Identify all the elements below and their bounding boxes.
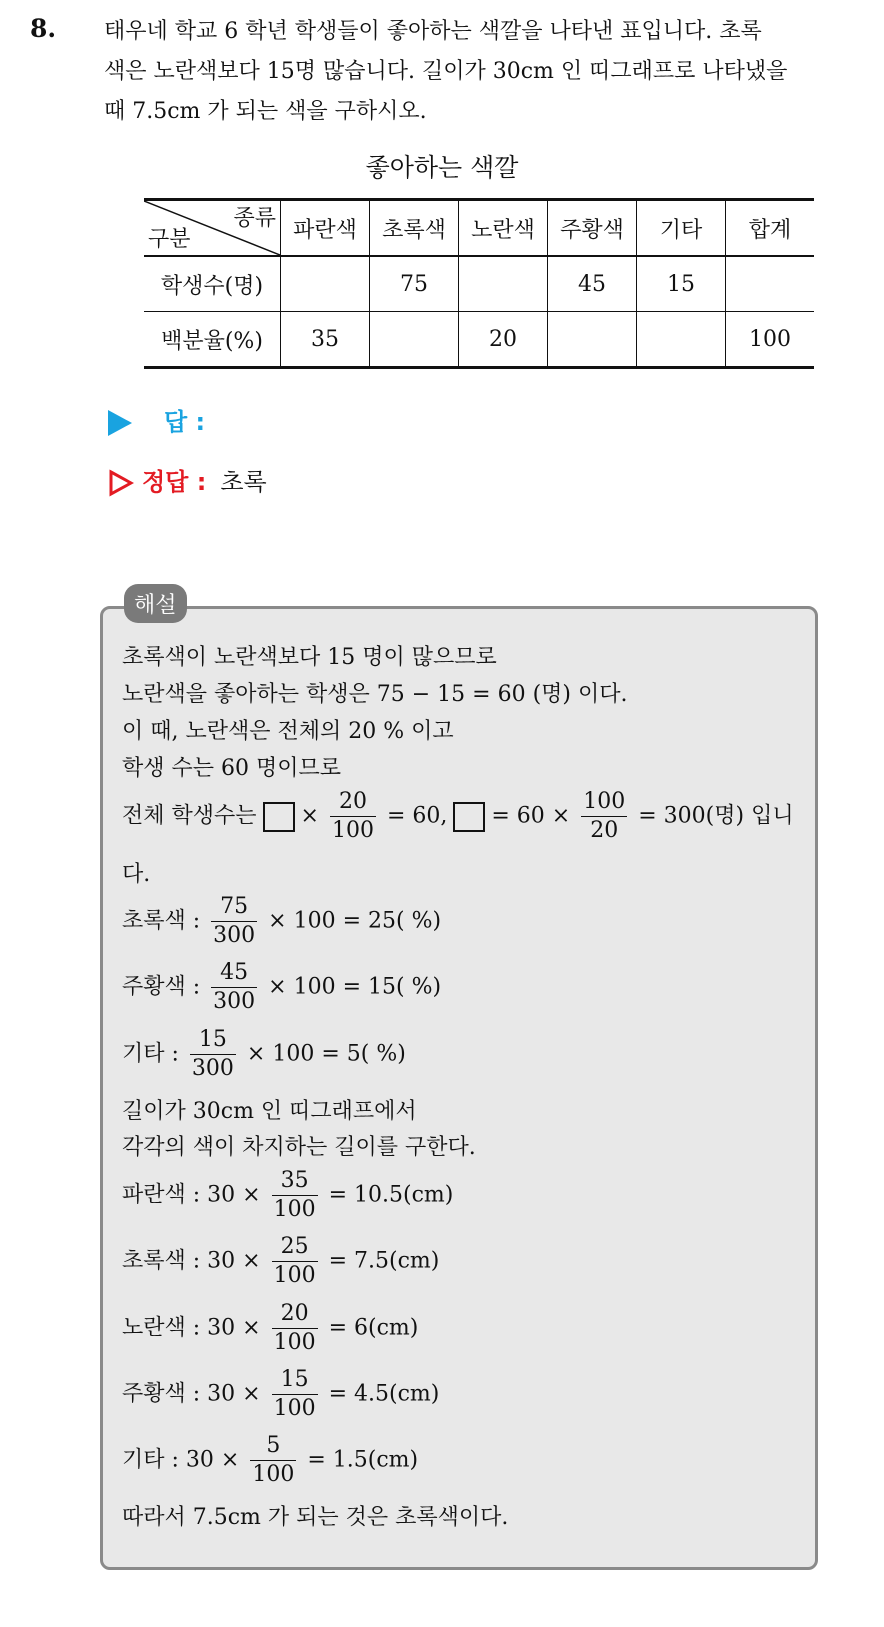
numerator: 25 <box>272 1233 318 1262</box>
numerator: 45 <box>211 959 257 988</box>
explanation-line: 초록색이 노란색보다 15 명이 많으므로 <box>122 645 497 670</box>
numerator: 100 <box>581 788 627 817</box>
outline-triangle-icon <box>108 469 134 497</box>
denominator: 100 <box>331 818 374 843</box>
row-label: 학생수(명) <box>144 256 281 312</box>
table-title: 좋아하는 색깔 <box>365 153 519 182</box>
table-cell <box>370 312 459 368</box>
denominator: 20 <box>590 818 619 843</box>
fraction <box>581 788 627 845</box>
calc-label: 초록색 : <box>122 908 201 934</box>
numerator: 20 <box>272 1300 318 1329</box>
corner-top-label: 종류 <box>233 206 276 231</box>
table-cell <box>459 256 548 312</box>
explanation-calc <box>122 893 441 950</box>
column-header: 노란색 <box>459 200 548 257</box>
table-cell <box>726 256 815 312</box>
explanation-calc <box>122 1167 453 1224</box>
answer-label: 답 : <box>164 408 206 436</box>
denominator: 100 <box>273 1330 316 1355</box>
calc-label: 주황색 : 30 × <box>122 1381 261 1407</box>
blank-square <box>453 802 485 832</box>
table-header-row <box>144 200 814 257</box>
fraction <box>272 1300 318 1357</box>
fraction <box>272 1233 318 1290</box>
explanation-calc <box>122 1300 418 1357</box>
explanation-line: 길이가 30cm 인 띠그래프에서 <box>122 1099 417 1124</box>
question-number: 8. <box>30 14 57 43</box>
calc-label: 주황색 : <box>122 974 201 1000</box>
calc-result: = 4.5(cm) <box>328 1381 440 1407</box>
fraction <box>190 1026 236 1083</box>
explanation-conclusion: 따라서 7.5cm 가 되는 것은 초록색이다. <box>122 1505 509 1530</box>
explanation-line: 학생 수는 60 명이므로 <box>122 756 341 781</box>
calc-result: = 10.5(cm) <box>328 1182 454 1208</box>
color-preference-table <box>144 198 814 369</box>
explanation-line: 각각의 색이 차지하는 길이를 구한다. <box>122 1135 476 1160</box>
column-header: 초록색 <box>370 200 459 257</box>
row-label: 백분율(%) <box>144 312 281 368</box>
explanation-line: 노란색을 좋아하는 학생은 75 − 15 = 60 (명) 이다. <box>122 682 628 707</box>
calc-label: 파란색 : 30 × <box>122 1182 261 1208</box>
fraction <box>330 788 376 845</box>
numerator: 35 <box>272 1167 318 1196</box>
fraction <box>211 893 257 950</box>
table-cell <box>548 312 637 368</box>
denominator: 300 <box>213 923 256 948</box>
question-text <box>104 12 864 132</box>
explanation-tag: 해설 <box>124 584 187 623</box>
answer-prompt <box>108 402 205 437</box>
explanation-equation <box>122 788 794 845</box>
calc-result: × 100 = 5( %) <box>246 1041 406 1067</box>
fraction <box>272 1167 318 1224</box>
calc-label: 노란색 : 30 × <box>122 1315 261 1341</box>
blank-square <box>263 802 295 832</box>
correct-answer <box>108 462 267 497</box>
equation-text: 전체 학생수는 <box>122 803 257 829</box>
explanation-line: 이 때, 노란색은 전체의 20 % 이고 <box>122 719 454 744</box>
explanation-calc <box>122 1366 439 1423</box>
numerator: 15 <box>190 1026 236 1055</box>
table-cell: 45 <box>548 256 637 312</box>
denominator: 100 <box>273 1396 316 1421</box>
fraction <box>250 1432 296 1489</box>
column-header: 합계 <box>726 200 815 257</box>
table-cell <box>637 312 726 368</box>
denominator: 100 <box>252 1462 295 1487</box>
question-line: 때 7.5cm 가 되는 색을 구하시오. <box>104 99 427 124</box>
calc-result: = 1.5(cm) <box>307 1447 419 1473</box>
column-header: 파란색 <box>281 200 370 257</box>
table-cell: 15 <box>637 256 726 312</box>
explanation-calc <box>122 1432 418 1489</box>
table-cell: 35 <box>281 312 370 368</box>
denominator: 300 <box>213 989 256 1014</box>
explanation-calc <box>122 1233 439 1290</box>
table-corner-cell <box>144 200 281 257</box>
calc-result: × 100 = 25( %) <box>268 908 442 934</box>
table-row <box>144 256 814 312</box>
table-cell: 75 <box>370 256 459 312</box>
calc-result: × 100 = 15( %) <box>268 974 442 1000</box>
denominator: 100 <box>273 1197 316 1222</box>
explanation-calc <box>122 959 441 1016</box>
equation-text: = 60, <box>386 803 448 829</box>
table-row <box>144 312 814 368</box>
numerator: 5 <box>250 1432 296 1461</box>
calc-result: = 7.5(cm) <box>328 1248 440 1274</box>
column-header: 기타 <box>637 200 726 257</box>
numerator: 20 <box>330 788 376 817</box>
equation-text: = 60 × <box>491 803 571 829</box>
denominator: 100 <box>273 1263 316 1288</box>
fraction <box>272 1366 318 1423</box>
question-line: 색은 노란색보다 15명 많습니다. 길이가 30cm 인 띠그래프로 나타냈을 <box>104 59 788 84</box>
equation-text: × <box>300 803 319 829</box>
correct-answer-value: 초록 <box>220 468 267 496</box>
table-cell: 20 <box>459 312 548 368</box>
explanation-calc <box>122 1026 406 1083</box>
corner-bottom-label: 구분 <box>148 227 191 252</box>
equation-text: = 300(명) 입니 <box>638 803 794 829</box>
numerator: 15 <box>272 1366 318 1395</box>
correct-answer-label: 정답 : <box>142 468 207 496</box>
question-line: 태우네 학교 6 학년 학생들이 좋아하는 색깔을 나타낸 표입니다. 초록 <box>104 19 762 44</box>
calc-label: 기타 : 30 × <box>122 1447 240 1473</box>
column-header: 주황색 <box>548 200 637 257</box>
table-cell: 100 <box>726 312 815 368</box>
calc-result: = 6(cm) <box>328 1315 419 1341</box>
calc-label: 기타 : <box>122 1041 179 1067</box>
calc-label: 초록색 : 30 × <box>122 1248 261 1274</box>
play-triangle-icon <box>108 410 132 436</box>
fraction <box>211 959 257 1016</box>
numerator: 75 <box>211 893 257 922</box>
denominator: 300 <box>191 1056 234 1081</box>
explanation-line: 다. <box>122 862 151 887</box>
table-cell <box>281 256 370 312</box>
